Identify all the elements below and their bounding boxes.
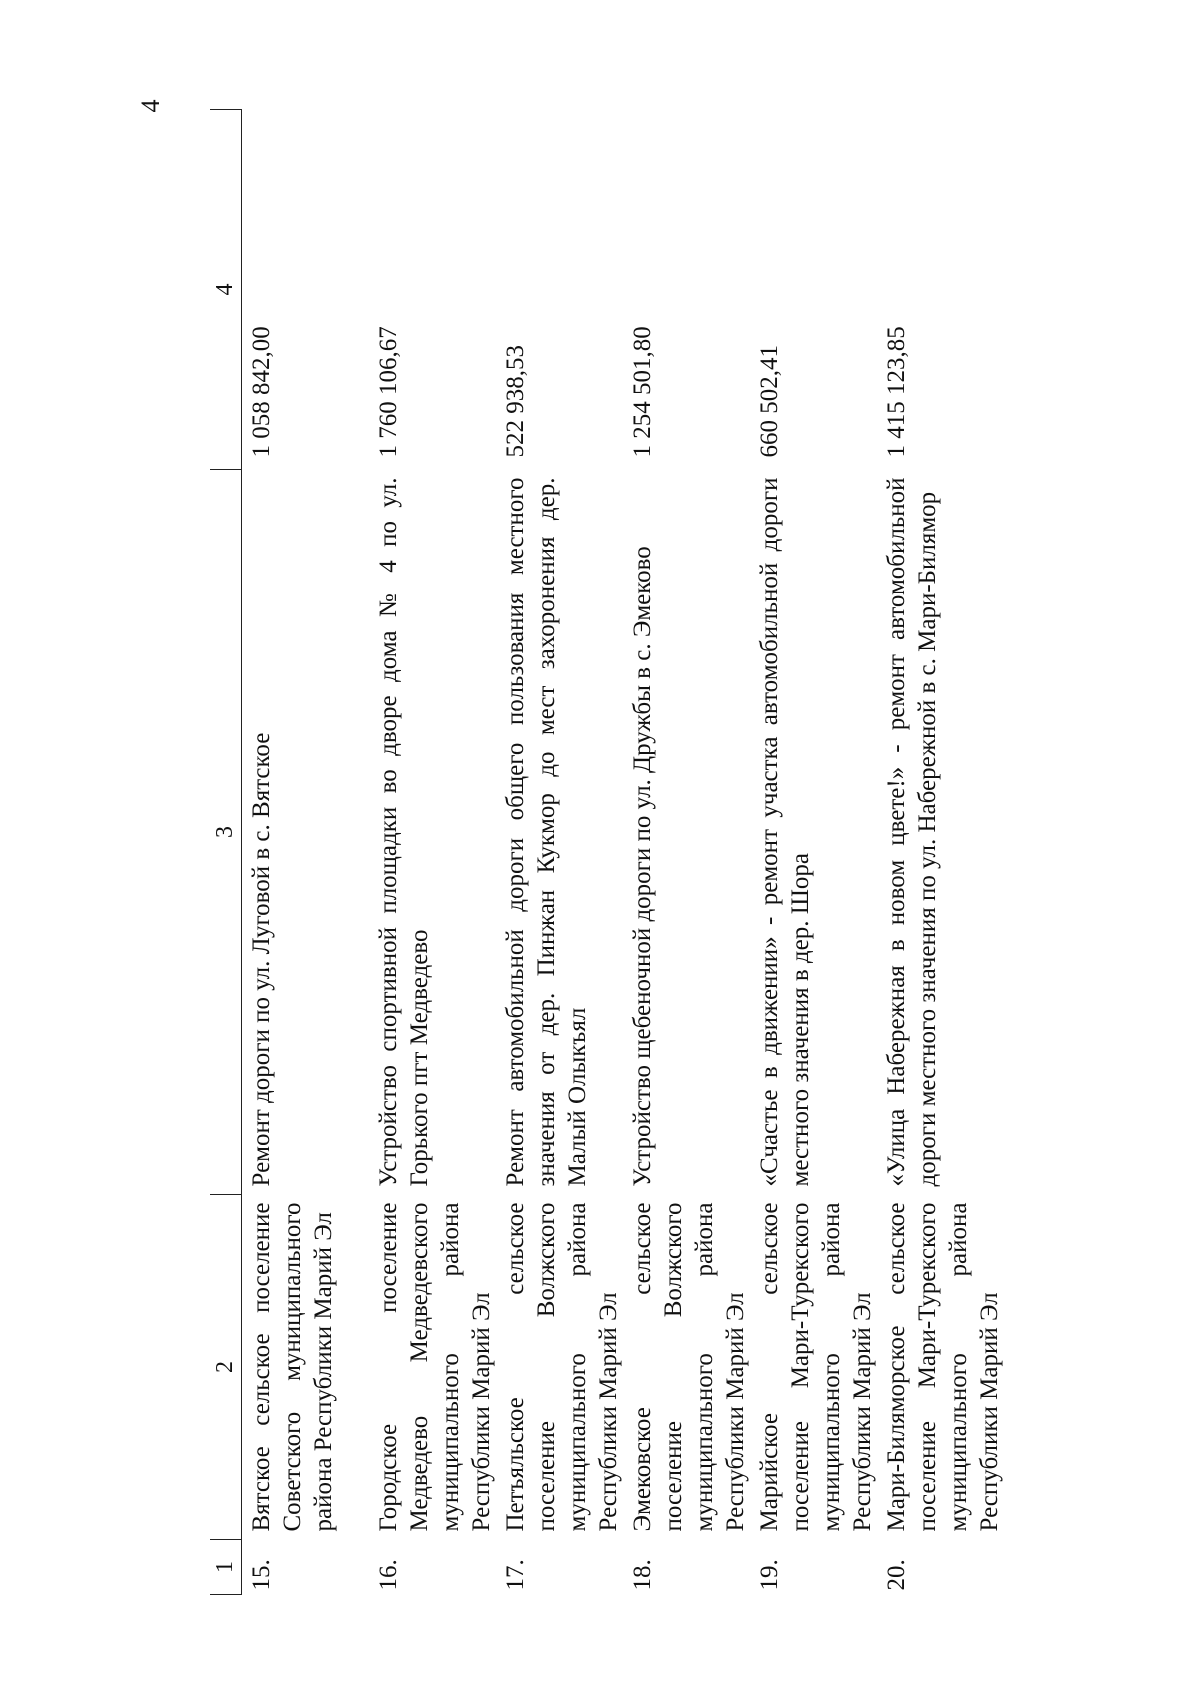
project-description: Устройство спортивной площадки во дворе дома № 4 по ул. Горького пгт Медведево bbox=[375, 477, 433, 1187]
municipality-name: Вятское сельское поселение Советского муниципального района Республики Марий Эл bbox=[248, 1202, 337, 1532]
table-row bbox=[242, 110, 372, 1595]
table-row bbox=[371, 110, 498, 1595]
amount-value: 1 760 106,67 bbox=[375, 326, 402, 458]
project-description: Ремонт автомобильной дороги общего пользования местного значения от дер. Пинжан Кукмор до мест захоронения дер. Малый Олыкъял bbox=[502, 477, 591, 1187]
header-col-4: 4 bbox=[210, 110, 242, 470]
municipality-name: Эмековское сельское поселение Волжского муниципального района Республики Марий Эл bbox=[629, 1202, 749, 1532]
amount-value: 1 254 501,80 bbox=[629, 326, 656, 458]
municipality-name: Марийское сельское поселение Мари-Турекского муниципального района Республики Марий Эл bbox=[756, 1202, 876, 1532]
table-row bbox=[879, 110, 1006, 1595]
grants-table bbox=[210, 109, 1006, 1595]
header-col-1: 1 bbox=[210, 1540, 242, 1595]
table-row bbox=[625, 110, 752, 1595]
amount-value: 1 415 123,85 bbox=[883, 326, 910, 458]
header-row bbox=[210, 110, 242, 1595]
header-col-2: 2 bbox=[210, 1195, 242, 1540]
project-description: «Счастье в движении» - ремонт участка автомобильной дороги местного значения в дер. Шора bbox=[756, 477, 814, 1187]
amount-value: 660 502,41 bbox=[756, 345, 783, 458]
amount-value: 1 058 842,00 bbox=[248, 326, 275, 458]
row-number: 18. bbox=[629, 1559, 656, 1591]
project-description: «Улица Набережная в новом цвете!» - ремонт автомобильной дороги местного значения по ул. Набережной в с. Мари-Билямор bbox=[883, 477, 941, 1187]
table-row bbox=[498, 110, 625, 1595]
row-number: 17. bbox=[502, 1559, 529, 1591]
municipality-name: Мари-Биляморское сельское поселение Мари-Турекского муниципального района Республики Марий Эл bbox=[883, 1202, 1003, 1532]
table-row bbox=[752, 110, 879, 1595]
row-number: 16. bbox=[375, 1559, 402, 1591]
municipality-name: Городское поселение Медведево Медведевского муниципального района Республики Марий Эл bbox=[375, 1202, 495, 1532]
header-col-3: 3 bbox=[210, 470, 242, 1195]
amount-value: 522 938,53 bbox=[502, 345, 529, 458]
project-description: Устройство щебеночной дороги по ул. Дружбы в с. Эмеково bbox=[629, 546, 656, 1187]
rotated-table-container bbox=[210, 110, 1003, 1595]
project-description: Ремонт дороги по ул. Луговой в с. Вятское bbox=[248, 732, 275, 1187]
row-number: 15. bbox=[248, 1559, 275, 1591]
municipality-name: Петъяльское сельское поселение Волжского муниципального района Республики Марий Эл bbox=[502, 1202, 622, 1532]
page-number: 4 bbox=[136, 99, 165, 113]
row-number: 19. bbox=[756, 1559, 783, 1591]
row-number: 20. bbox=[883, 1559, 910, 1591]
